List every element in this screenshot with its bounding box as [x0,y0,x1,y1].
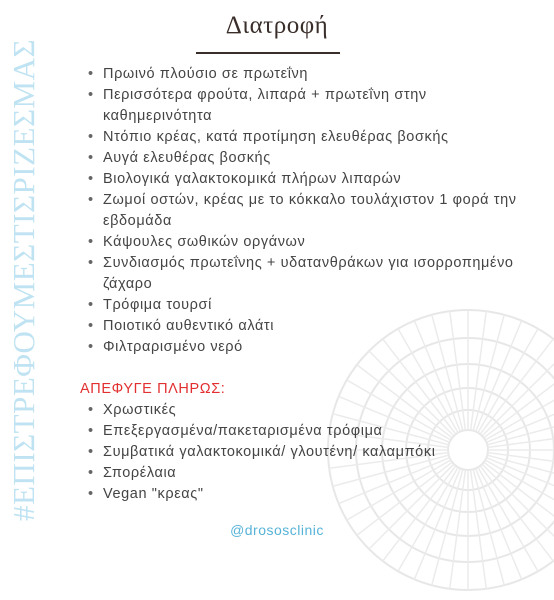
list-item: • Φιλτραρισμένο νερό [88,337,518,358]
list-item: • Συμβατικά γαλακτοκομικά/ γλουτένη/ καλαμπόκι [88,442,518,463]
list-item: • Βιολογικά γαλακτοκομικά πλήρων λιπαρών [88,169,518,190]
avoid-list [88,400,518,505]
list-item: • Ποιοτικό αυθεντικό αλάτι [88,316,518,337]
hashtag-text: #ΕΠΙΣΤΡΕΦΟΥΜΕΣΤΙΣΡΙΖΕΣΜΑΣ [6,38,42,522]
list-item: • Τρόφιμα τουρσί [88,295,518,316]
list-item: • Σπορέλαια [88,463,518,484]
avoid-heading: ΑΠΕΦΥΓΕ ΠΛΗΡΩΣ: [80,381,226,397]
list-item: • Συνδιασμός πρωτεΐνης + υδατανθράκων για ισορροπημένο ζάχαρο [88,253,518,295]
list-item: • Vegan "κρεας" [88,484,518,505]
vertical-hashtag [6,40,42,520]
list-item: • Κάψουλες σωθικών οργάνων [88,232,518,253]
list-item: • Περισσότερα φρούτα, λιπαρά + πρωτεΐνη στην καθημερινότητα [88,85,518,127]
title-underline [196,52,340,54]
page-title: Διατροφή [225,12,329,39]
instagram-handle[interactable]: @drososclinic [230,522,324,538]
list-item: • Χρωστικές [88,400,518,421]
list-item: • Ντόπιο κρέας, κατά προτίμηση ελευθέρας βοσκής [88,127,518,148]
list-item: • Αυγά ελευθέρας βοσκής [88,148,518,169]
list-item: • Ζωμοί οστών, κρέας με το κόκκαλο τουλάχιστον 1 φορά την εβδομάδα [88,190,518,232]
content-area [80,64,518,505]
list-item: • Πρωινό πλούσιο σε πρωτεΐνη [88,64,518,85]
list-item: • Επεξεργασμένα/πακεταρισμένα τρόφιμα [88,421,518,442]
recommended-list [88,64,518,358]
